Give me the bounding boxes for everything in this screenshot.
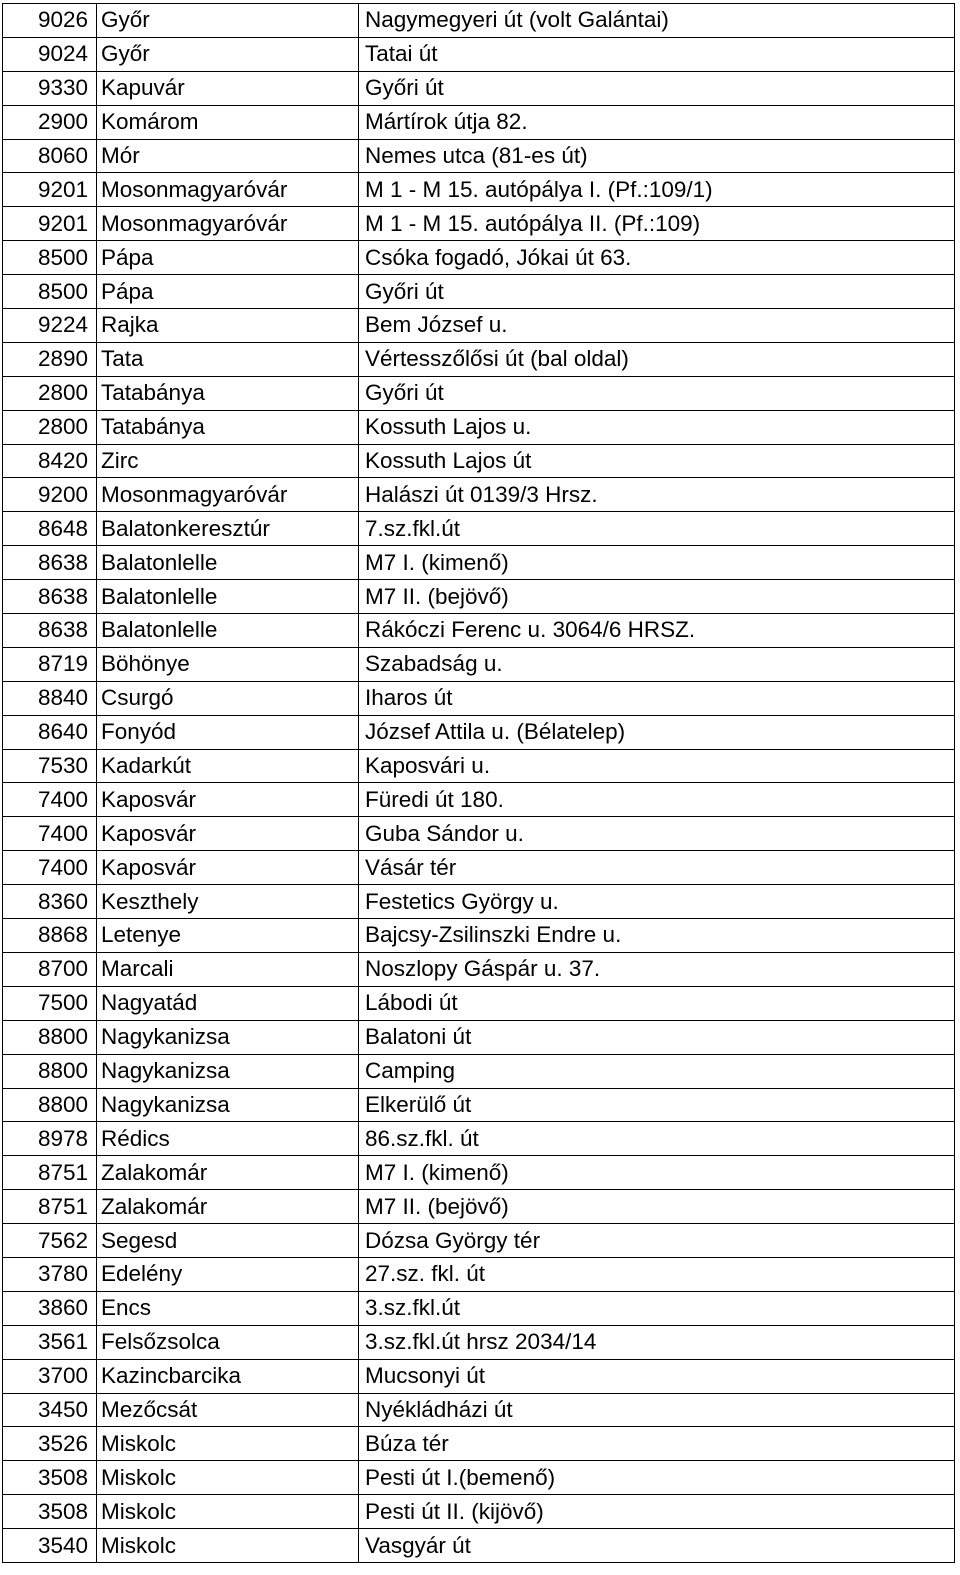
table-row [3, 241, 955, 275]
table-row [3, 275, 955, 309]
address-cell: Guba Sándor u. [359, 817, 955, 851]
table-row [3, 37, 955, 71]
address-cell: József Attila u. (Bélatelep) [359, 715, 955, 749]
city-cell: Letenye [97, 919, 359, 953]
address-cell: Füredi út 180. [359, 783, 955, 817]
city-cell: Segesd [97, 1224, 359, 1258]
postal-code-cell: 8800 [3, 1088, 97, 1122]
table-row [3, 647, 955, 681]
table-row [3, 851, 955, 885]
address-cell: Balatoni út [359, 1020, 955, 1054]
address-cell: Lábodi út [359, 986, 955, 1020]
city-cell: Böhönye [97, 647, 359, 681]
table-row [3, 1156, 955, 1190]
postal-code-cell: 8640 [3, 715, 97, 749]
address-cell: Noszlopy Gáspár u. 37. [359, 952, 955, 986]
city-cell: Mosonmagyaróvár [97, 173, 359, 207]
address-cell: Tatai út [359, 37, 955, 71]
city-cell: Rédics [97, 1122, 359, 1156]
city-cell: Miskolc [97, 1461, 359, 1495]
city-cell: Miskolc [97, 1495, 359, 1529]
address-cell: Elkerülő út [359, 1088, 955, 1122]
address-cell: Camping [359, 1054, 955, 1088]
table-row [3, 1393, 955, 1427]
address-cell: 86.sz.fkl. út [359, 1122, 955, 1156]
address-cell: Vásár tér [359, 851, 955, 885]
address-table [2, 3, 955, 1563]
postal-code-cell: 3508 [3, 1461, 97, 1495]
city-cell: Mosonmagyaróvár [97, 207, 359, 241]
postal-code-cell: 3561 [3, 1325, 97, 1359]
postal-code-cell: 8638 [3, 580, 97, 614]
table-row [3, 1190, 955, 1224]
address-cell: Nagymegyeri út (volt Galántai) [359, 4, 955, 38]
city-cell: Győr [97, 37, 359, 71]
city-cell: Balatonlelle [97, 580, 359, 614]
address-cell: Rákóczi Ferenc u. 3064/6 HRSZ. [359, 614, 955, 648]
postal-code-cell: 8800 [3, 1020, 97, 1054]
postal-code-cell: 7562 [3, 1224, 97, 1258]
postal-code-cell: 2900 [3, 105, 97, 139]
city-cell: Miskolc [97, 1529, 359, 1563]
postal-code-cell: 9224 [3, 309, 97, 343]
city-cell: Edelény [97, 1257, 359, 1291]
city-cell: Kaposvár [97, 783, 359, 817]
postal-code-cell: 3860 [3, 1291, 97, 1325]
address-cell: M7 I. (kimenő) [359, 1156, 955, 1190]
address-cell: M7 II. (bejövő) [359, 1190, 955, 1224]
address-cell: Iharos út [359, 681, 955, 715]
address-cell: Győri út [359, 376, 955, 410]
city-cell: Rajka [97, 309, 359, 343]
table-row [3, 885, 955, 919]
postal-code-cell: 3526 [3, 1427, 97, 1461]
address-cell: Kaposvári u. [359, 749, 955, 783]
address-cell: 3.sz.fkl.út [359, 1291, 955, 1325]
table-row [3, 1020, 955, 1054]
table-row [3, 919, 955, 953]
city-cell: Pápa [97, 241, 359, 275]
city-cell: Kapuvár [97, 71, 359, 105]
address-cell: Szabadság u. [359, 647, 955, 681]
city-cell: Nagyatád [97, 986, 359, 1020]
city-cell: Fonyód [97, 715, 359, 749]
postal-code-cell: 8868 [3, 919, 97, 953]
table-row [3, 410, 955, 444]
city-cell: Encs [97, 1291, 359, 1325]
address-cell: Nemes utca (81-es út) [359, 139, 955, 173]
city-cell: Pápa [97, 275, 359, 309]
city-cell: Kaposvár [97, 851, 359, 885]
postal-code-cell: 9026 [3, 4, 97, 38]
postal-code-cell: 8719 [3, 647, 97, 681]
address-cell: M 1 - M 15. autópálya II. (Pf.:109) [359, 207, 955, 241]
postal-code-cell: 8420 [3, 444, 97, 478]
table-row [3, 478, 955, 512]
address-cell: 27.sz. fkl. út [359, 1257, 955, 1291]
address-cell: Pesti út I.(bemenő) [359, 1461, 955, 1495]
address-cell: 7.sz.fkl.út [359, 512, 955, 546]
address-cell: Halászi út 0139/3 Hrsz. [359, 478, 955, 512]
postal-code-cell: 3508 [3, 1495, 97, 1529]
table-row [3, 1461, 955, 1495]
address-cell: Vasgyár út [359, 1529, 955, 1563]
postal-code-cell: 9024 [3, 37, 97, 71]
table-row [3, 207, 955, 241]
address-cell: Pesti út II. (kijövő) [359, 1495, 955, 1529]
table-row [3, 1224, 955, 1258]
table-row [3, 681, 955, 715]
city-cell: Tatabánya [97, 376, 359, 410]
city-cell: Mosonmagyaróvár [97, 478, 359, 512]
postal-code-cell: 8638 [3, 546, 97, 580]
city-cell: Kaposvár [97, 817, 359, 851]
table-row [3, 512, 955, 546]
table-row [3, 1122, 955, 1156]
table-row [3, 1291, 955, 1325]
table-row [3, 173, 955, 207]
postal-code-cell: 7530 [3, 749, 97, 783]
address-cell: Kossuth Lajos út [359, 444, 955, 478]
city-cell: Komárom [97, 105, 359, 139]
table-row [3, 715, 955, 749]
address-table-body [3, 4, 955, 1563]
postal-code-cell: 2800 [3, 376, 97, 410]
city-cell: Balatonlelle [97, 614, 359, 648]
table-row [3, 614, 955, 648]
address-cell: Vértesszőlősi út (bal oldal) [359, 342, 955, 376]
city-cell: Balatonlelle [97, 546, 359, 580]
table-row [3, 1427, 955, 1461]
postal-code-cell: 8500 [3, 241, 97, 275]
postal-code-cell: 9201 [3, 173, 97, 207]
table-row [3, 546, 955, 580]
postal-code-cell: 8648 [3, 512, 97, 546]
table-row [3, 376, 955, 410]
city-cell: Zalakomár [97, 1190, 359, 1224]
city-cell: Marcali [97, 952, 359, 986]
postal-code-cell: 9200 [3, 478, 97, 512]
postal-code-cell: 8360 [3, 885, 97, 919]
address-cell: Festetics György u. [359, 885, 955, 919]
city-cell: Miskolc [97, 1427, 359, 1461]
address-cell: Győri út [359, 275, 955, 309]
table-row [3, 817, 955, 851]
postal-code-cell: 3540 [3, 1529, 97, 1563]
table-row [3, 952, 955, 986]
address-cell: M7 I. (kimenő) [359, 546, 955, 580]
table-row [3, 1257, 955, 1291]
table-row [3, 749, 955, 783]
postal-code-cell: 8978 [3, 1122, 97, 1156]
postal-code-cell: 8751 [3, 1190, 97, 1224]
table-row [3, 1054, 955, 1088]
city-cell: Balatonkeresztúr [97, 512, 359, 546]
city-cell: Nagykanizsa [97, 1020, 359, 1054]
address-cell: 3.sz.fkl.út hrsz 2034/14 [359, 1325, 955, 1359]
table-row [3, 139, 955, 173]
postal-code-cell: 2800 [3, 410, 97, 444]
city-cell: Kadarkút [97, 749, 359, 783]
city-cell: Zalakomár [97, 1156, 359, 1190]
table-row [3, 1529, 955, 1563]
postal-code-cell: 2890 [3, 342, 97, 376]
table-row [3, 783, 955, 817]
address-cell: Bajcsy-Zsilinszki Endre u. [359, 919, 955, 953]
city-cell: Zirc [97, 444, 359, 478]
address-cell: Nyékládházi út [359, 1393, 955, 1427]
postal-code-cell: 3700 [3, 1359, 97, 1393]
table-row [3, 4, 955, 38]
city-cell: Mezőcsát [97, 1393, 359, 1427]
postal-code-cell: 7400 [3, 851, 97, 885]
table-row [3, 444, 955, 478]
postal-code-cell: 9330 [3, 71, 97, 105]
address-cell: Kossuth Lajos u. [359, 410, 955, 444]
postal-code-cell: 8700 [3, 952, 97, 986]
address-cell: Bem József u. [359, 309, 955, 343]
address-cell: M7 II. (bejövő) [359, 580, 955, 614]
city-cell: Kazincbarcika [97, 1359, 359, 1393]
city-cell: Tatabánya [97, 410, 359, 444]
city-cell: Mór [97, 139, 359, 173]
postal-code-cell: 3450 [3, 1393, 97, 1427]
city-cell: Csurgó [97, 681, 359, 715]
table-row [3, 71, 955, 105]
address-cell: Búza tér [359, 1427, 955, 1461]
postal-code-cell: 7400 [3, 817, 97, 851]
postal-code-cell: 8800 [3, 1054, 97, 1088]
table-row [3, 309, 955, 343]
postal-code-cell: 7400 [3, 783, 97, 817]
table-row [3, 1495, 955, 1529]
city-cell: Tata [97, 342, 359, 376]
postal-code-cell: 8840 [3, 681, 97, 715]
postal-code-cell: 8500 [3, 275, 97, 309]
postal-code-cell: 9201 [3, 207, 97, 241]
postal-code-cell: 8751 [3, 1156, 97, 1190]
city-cell: Felsőzsolca [97, 1325, 359, 1359]
address-cell: Mucsonyi út [359, 1359, 955, 1393]
table-row [3, 1359, 955, 1393]
city-cell: Keszthely [97, 885, 359, 919]
table-row [3, 342, 955, 376]
address-cell: M 1 - M 15. autópálya I. (Pf.:109/1) [359, 173, 955, 207]
address-cell: Mártírok útja 82. [359, 105, 955, 139]
postal-code-cell: 8638 [3, 614, 97, 648]
address-cell: Csóka fogadó, Jókai út 63. [359, 241, 955, 275]
postal-code-cell: 3780 [3, 1257, 97, 1291]
address-cell: Dózsa György tér [359, 1224, 955, 1258]
postal-code-cell: 8060 [3, 139, 97, 173]
city-cell: Nagykanizsa [97, 1054, 359, 1088]
table-row [3, 986, 955, 1020]
table-row [3, 1325, 955, 1359]
city-cell: Győr [97, 4, 359, 38]
postal-code-cell: 7500 [3, 986, 97, 1020]
table-row [3, 1088, 955, 1122]
table-row [3, 580, 955, 614]
city-cell: Nagykanizsa [97, 1088, 359, 1122]
table-row [3, 105, 955, 139]
address-cell: Győri út [359, 71, 955, 105]
